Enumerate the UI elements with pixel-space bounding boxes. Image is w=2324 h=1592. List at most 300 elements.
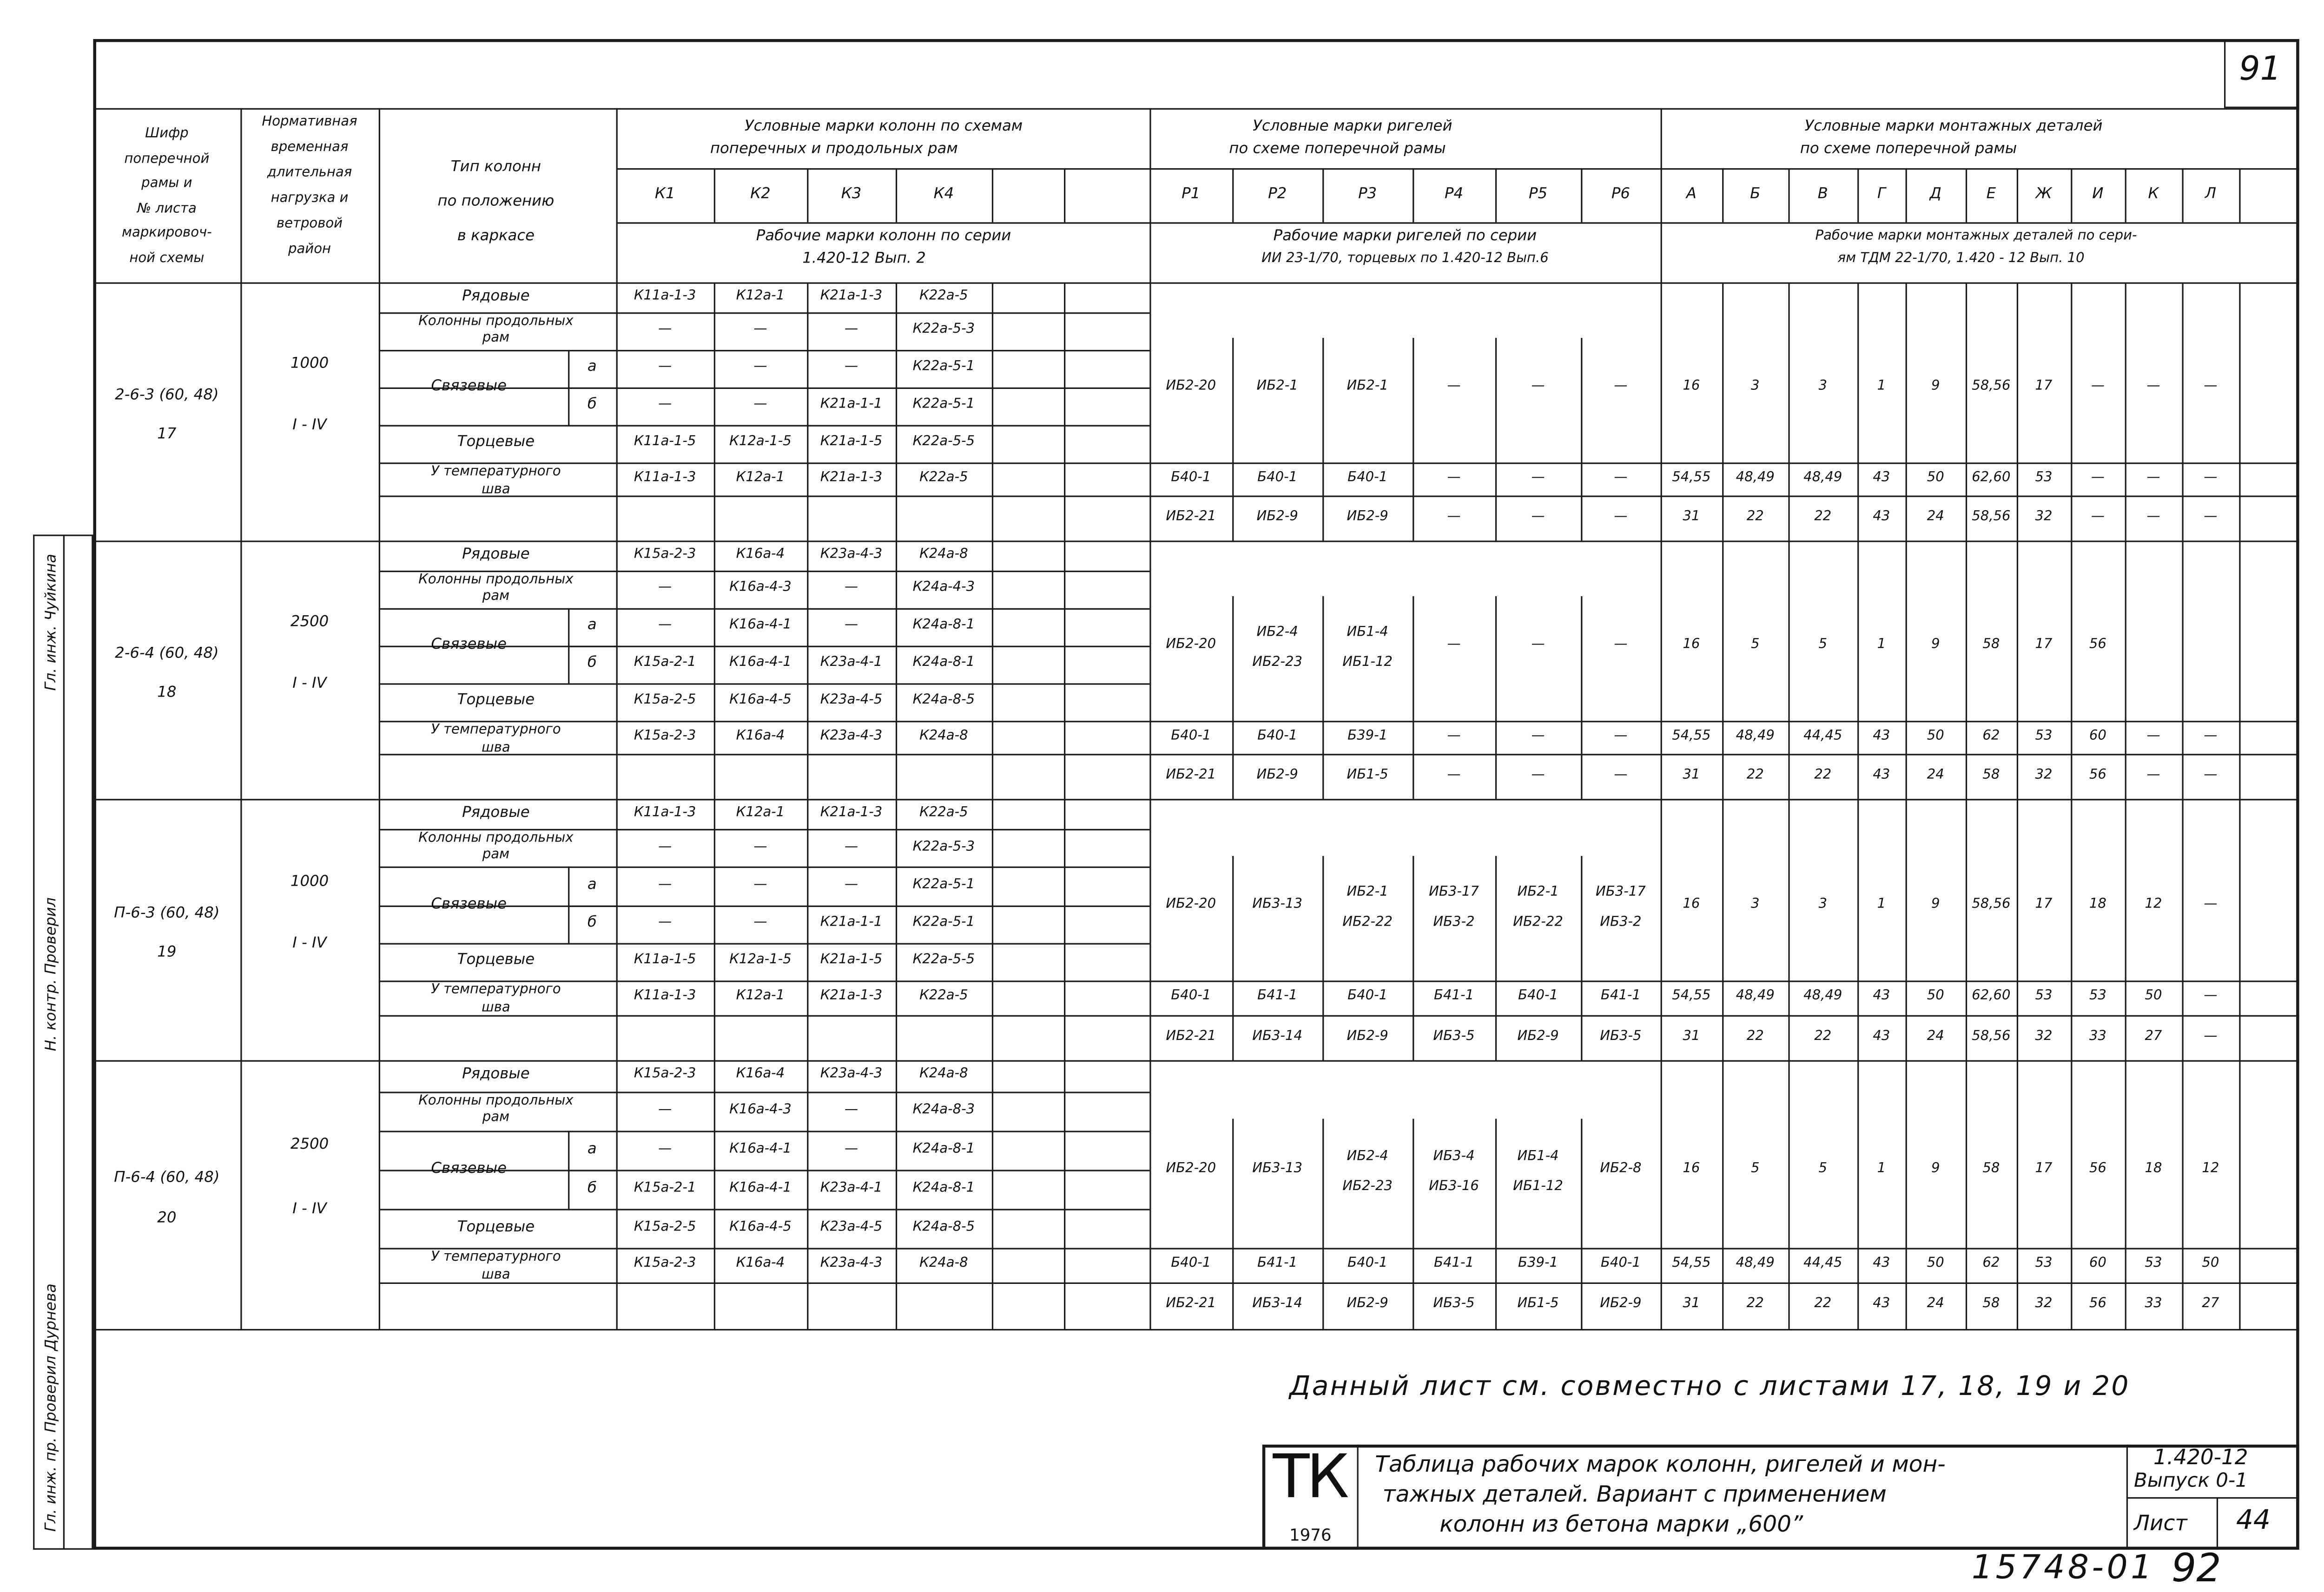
detail-mark: 24 <box>1927 1297 1944 1313</box>
beam-mark: Б39-1 <box>1518 1256 1558 1272</box>
column-mark: К22а-5-1 <box>912 915 975 931</box>
beam-mark: — <box>1614 768 1628 783</box>
detail-mark: 1 <box>1877 637 1886 652</box>
detail-mark: — <box>2204 989 2218 1005</box>
beam-mark: ИБ3-17 <box>1429 884 1479 900</box>
row-label-bracing: Связевые <box>431 895 507 913</box>
column-mark: — <box>658 397 672 413</box>
column-mark: К16а-4-1 <box>729 1141 792 1157</box>
detail-mark: 48,49 <box>1736 729 1775 744</box>
beam-mark: — <box>1614 470 1628 486</box>
header-load: ветровой <box>276 217 343 232</box>
detail-mark: 54,55 <box>1672 1256 1711 1272</box>
detail-mark: 24 <box>1927 510 1944 525</box>
detail-mark: 43 <box>1873 510 1890 525</box>
row-label-a: а <box>587 877 597 894</box>
stamp-title-1: Таблица рабочих марок колонн, ригелей и мон- <box>1375 1450 1946 1478</box>
detail-mark: 31 <box>1683 510 1700 525</box>
detail-mark: 53 <box>2035 989 2053 1005</box>
column-mark: К12а-1 <box>736 289 785 304</box>
beam-mark: Б40-1 <box>1171 1256 1211 1272</box>
detail-mark: 22 <box>1746 1029 1764 1045</box>
beam-mark: ИБ2-1 <box>1256 379 1298 394</box>
detail-mark: 48,49 <box>1736 470 1775 486</box>
detail-mark: 1 <box>1877 1161 1886 1176</box>
column-mark: К22а-5-5 <box>912 435 975 450</box>
beam-mark: ИБ3-4 <box>1433 1149 1475 1164</box>
header-col-group: поперечных и продольных рам <box>710 141 958 158</box>
detail-mark: 58 <box>1982 1161 2000 1176</box>
row-label-b: б <box>587 655 597 672</box>
column-mark: К15а-2-3 <box>634 729 696 744</box>
detail-mark: 5 <box>1818 1161 1828 1176</box>
detail-mark: 17 <box>2035 637 2053 652</box>
header-load: нагрузка и <box>271 191 349 207</box>
beam-mark: ИБ2-21 <box>1166 768 1216 783</box>
detail-mark: 16 <box>1683 637 1700 652</box>
detail-mark: 44,45 <box>1803 1256 1842 1272</box>
beam-mark: ИБ2-1 <box>1347 884 1388 900</box>
column-mark: К21а-1-3 <box>820 989 883 1005</box>
beam-mark-alt: ИБ3-2 <box>1433 914 1475 930</box>
detail-mark: 48,49 <box>1736 989 1775 1005</box>
header-beam-work: Рабочие марки ригелей по серии <box>1273 228 1537 245</box>
detail-mark: 31 <box>1683 1297 1700 1313</box>
group-code: П-6-3 (60, 48) <box>114 905 220 921</box>
detail-mark: 9 <box>1931 1161 1940 1176</box>
column-mark: К16а-4 <box>736 729 785 744</box>
header-code: поперечной <box>124 151 210 167</box>
column-mark: К23а-4-3 <box>820 547 883 563</box>
detail-mark: 50 <box>2145 989 2162 1005</box>
group-sheet: 19 <box>157 945 177 962</box>
beam-mark: Б40-1 <box>1347 470 1388 486</box>
detail-mark: 50 <box>1927 1256 1944 1272</box>
column-mark: К22а-5 <box>919 989 968 1005</box>
header-det-mark: Е <box>1986 186 1996 203</box>
column-mark: К15а-2-5 <box>634 1219 696 1235</box>
doc-number: 15748-01 <box>1971 1550 2155 1587</box>
header-load: Нормативная <box>262 115 357 130</box>
beam-mark: Б40-1 <box>1347 1256 1388 1272</box>
column-mark: К24а-8-1 <box>912 618 975 634</box>
column-mark: К24а-8-5 <box>912 693 975 709</box>
detail-mark: 22 <box>1814 1297 1832 1313</box>
detail-mark: 5 <box>1750 637 1760 652</box>
column-mark: К16а-4-5 <box>729 693 792 709</box>
row-label-end: Торцевые <box>457 1218 535 1236</box>
column-mark: К12а-1 <box>736 470 785 486</box>
column-mark: — <box>845 581 858 596</box>
beam-mark: — <box>1531 379 1545 394</box>
beam-mark: ИБ2-9 <box>1347 1297 1388 1313</box>
beam-mark: ИБ2-9 <box>1347 510 1388 525</box>
beam-mark: ИБ2-9 <box>1600 1297 1642 1313</box>
row-label-b: б <box>587 396 597 414</box>
detail-mark: 12 <box>2145 896 2162 912</box>
beam-mark: ИБ2-20 <box>1166 896 1216 912</box>
beam-mark: — <box>1447 470 1461 486</box>
detail-mark: 50 <box>1927 989 1944 1005</box>
detail-mark: 58,56 <box>1972 1029 2011 1045</box>
detail-mark: 33 <box>2089 1029 2106 1045</box>
detail-mark: 54,55 <box>1672 470 1711 486</box>
header-det-work: Рабочие марки монтажных деталей по сери- <box>1815 229 2137 244</box>
stamp-series: 1.420-12 <box>2153 1446 2248 1470</box>
column-mark: — <box>845 360 858 375</box>
stamp-sheet-no: 44 <box>2236 1505 2271 1536</box>
beam-mark-alt: ИБ3-2 <box>1600 914 1642 930</box>
header-beam-mark: Р3 <box>1358 186 1377 203</box>
group-sheet: 20 <box>157 1210 177 1227</box>
column-mark: К15а-2-1 <box>634 656 696 671</box>
row-label-joint: У температурного <box>431 1249 561 1265</box>
detail-mark: 43 <box>1873 729 1890 744</box>
header-beam-mark: Р6 <box>1611 186 1630 203</box>
header-beam-mark: Р1 <box>1182 186 1201 203</box>
header-col-mark: К1 <box>654 186 675 203</box>
detail-mark: 22 <box>1814 768 1832 783</box>
header-type: по положению <box>437 193 555 211</box>
detail-mark: 48,49 <box>1803 989 1842 1005</box>
detail-mark: 33 <box>2145 1297 2162 1313</box>
corner-number: 91 <box>2239 51 2281 89</box>
row-label-joint: У температурного <box>431 983 561 998</box>
detail-mark: 62 <box>1982 1256 2000 1272</box>
row-label-a: а <box>587 618 597 634</box>
column-mark: К15а-2-5 <box>634 693 696 709</box>
header-det-mark: А <box>1686 186 1697 203</box>
beam-mark: — <box>1447 379 1461 394</box>
group-region: I - IV <box>292 676 327 693</box>
detail-mark: 32 <box>2035 1029 2053 1045</box>
stamp-year: 1976 <box>1289 1526 1332 1546</box>
header-code: рамы и <box>141 176 192 192</box>
column-mark: К24а-8 <box>919 1067 968 1083</box>
beam-mark: ИБ3-13 <box>1252 1161 1303 1176</box>
group-code: 2-6-4 (60, 48) <box>115 645 219 662</box>
column-mark: К22а-5-1 <box>912 877 975 893</box>
beam-mark: ИБ1-4 <box>1517 1149 1559 1164</box>
detail-mark: 58 <box>1982 768 2000 783</box>
header-col-mark: К3 <box>841 186 862 203</box>
detail-mark: 48,49 <box>1803 470 1842 486</box>
row-label-longitudinal: Колонны продольных <box>418 314 574 330</box>
column-mark: К21а-1-3 <box>820 470 883 486</box>
row-label-longitudinal: рам <box>482 589 510 605</box>
column-mark: — <box>658 360 672 375</box>
row-label-ordinary: Рядовые <box>462 546 530 563</box>
column-mark: К16а-4-1 <box>729 618 792 634</box>
column-mark: — <box>845 840 858 855</box>
header-type: Тип колонн <box>450 159 541 176</box>
stamp-sheet-label: Лист <box>2134 1512 2187 1536</box>
beam-mark: Б40-1 <box>1171 470 1211 486</box>
beam-mark: ИБ2-20 <box>1166 379 1216 394</box>
detail-mark: 22 <box>1746 1297 1764 1313</box>
header-load: временная <box>271 140 349 156</box>
row-label-longitudinal: рам <box>482 331 510 346</box>
column-mark: К24а-8 <box>919 729 968 744</box>
detail-mark: 56 <box>2089 637 2106 652</box>
detail-mark: — <box>2146 510 2160 525</box>
beam-mark: — <box>1447 637 1461 652</box>
detail-mark: 50 <box>2202 1256 2219 1272</box>
detail-mark: — <box>2204 510 2218 525</box>
detail-mark: 5 <box>1818 637 1828 652</box>
header-det-group: Условные марки монтажных деталей <box>1804 118 2103 135</box>
column-mark: К23а-4-1 <box>820 1180 883 1196</box>
row-label-bracing: Связевые <box>431 378 507 395</box>
detail-mark: 53 <box>2145 1256 2162 1272</box>
beam-mark: Б40-1 <box>1257 470 1298 486</box>
detail-mark: 56 <box>2089 1161 2106 1176</box>
row-label-longitudinal: Колонны продольных <box>418 572 574 588</box>
beam-mark: — <box>1447 729 1461 744</box>
row-label-longitudinal: рам <box>482 848 510 863</box>
header-code: ной схемы <box>129 250 205 266</box>
beam-mark: Б40-1 <box>1257 729 1298 744</box>
column-mark: — <box>753 840 767 855</box>
detail-mark: 22 <box>1814 1029 1832 1045</box>
beam-mark: — <box>1447 768 1461 783</box>
column-mark: — <box>658 322 672 338</box>
column-mark: — <box>753 397 767 413</box>
column-mark: К21а-1-3 <box>820 289 883 304</box>
detail-mark: 44,45 <box>1803 729 1842 744</box>
beam-mark-alt: ИБ2-23 <box>1342 1179 1393 1194</box>
column-mark: К16а-4 <box>736 1256 785 1272</box>
column-mark: К16а-4 <box>736 547 785 563</box>
detail-mark: 56 <box>2089 768 2106 783</box>
beam-mark: ИБ2-21 <box>1166 1029 1216 1045</box>
column-mark: — <box>658 840 672 855</box>
detail-mark: 60 <box>2089 1256 2106 1272</box>
column-mark: К22а-5 <box>919 470 968 486</box>
beam-mark: ИБ2-1 <box>1347 379 1388 394</box>
detail-mark: 58,56 <box>1972 510 2011 525</box>
beam-mark-alt: ИБ1-12 <box>1342 655 1393 671</box>
column-mark: К22а-5 <box>919 806 968 821</box>
row-label-a: а <box>587 359 597 376</box>
detail-mark: 17 <box>2035 1161 2053 1176</box>
detail-mark: — <box>2204 379 2218 394</box>
column-mark: К16а-4 <box>736 1067 785 1083</box>
beam-mark: Б40-1 <box>1518 989 1558 1005</box>
stamp-title-3: колонн из бетона марки „600” <box>1439 1510 1803 1538</box>
beam-mark: Б40-1 <box>1600 1256 1641 1272</box>
margin-sig-mid: Н. контр. Проверил <box>43 897 60 1052</box>
group-code: 2-6-3 (60, 48) <box>115 387 219 404</box>
column-mark: К21а-1-1 <box>820 915 883 931</box>
beam-mark: Б41-1 <box>1257 989 1298 1005</box>
row-label-joint: шва <box>482 482 510 498</box>
header-col-mark: К4 <box>933 186 954 203</box>
group-sheet: 18 <box>157 685 177 702</box>
column-mark: К21а-1-3 <box>820 806 883 821</box>
beam-mark: ИБ1-4 <box>1347 625 1388 640</box>
group-region: I - IV <box>292 936 327 953</box>
header-code: № листа <box>137 201 197 217</box>
column-mark: К15а-2-1 <box>634 1180 696 1196</box>
column-mark: К15а-2-3 <box>634 1067 696 1083</box>
column-mark: К21а-1-5 <box>820 435 883 450</box>
detail-mark: 43 <box>1873 470 1890 486</box>
detail-mark: — <box>2146 768 2160 783</box>
header-load: район <box>288 242 331 258</box>
detail-mark: 9 <box>1931 379 1940 394</box>
header-code: маркировоч- <box>122 226 212 241</box>
detail-mark: 43 <box>1873 1029 1890 1045</box>
detail-mark: 43 <box>1873 768 1890 783</box>
beam-mark: ИБ2-9 <box>1347 1029 1388 1045</box>
detail-mark: — <box>2204 1029 2218 1045</box>
column-mark: К23а-4-5 <box>820 693 883 709</box>
column-mark: К16а-4-5 <box>729 1219 792 1235</box>
group-load: 2500 <box>290 1137 329 1154</box>
header-code: Шифр <box>145 127 189 142</box>
row-label-a: а <box>587 1140 597 1158</box>
column-mark: К23а-4-1 <box>820 656 883 671</box>
beam-mark: ИБ3-5 <box>1433 1029 1475 1045</box>
column-mark: К24а-8-3 <box>912 1102 975 1118</box>
column-mark: К11а-1-3 <box>634 470 696 486</box>
page-number: 92 <box>2171 1546 2221 1592</box>
beam-mark: ИБ2-21 <box>1166 510 1216 525</box>
detail-mark: 16 <box>1683 379 1700 394</box>
column-mark: К16а-4-1 <box>729 656 792 671</box>
header-col-work: 1.420-12 Вып. 2 <box>802 250 926 268</box>
detail-mark: 17 <box>2035 379 2053 394</box>
detail-mark: — <box>2204 729 2218 744</box>
row-label-end: Торцевые <box>457 953 535 969</box>
column-mark: К23а-4-5 <box>820 1219 883 1235</box>
margin-sig-bot: Гл. инж. пр. Проверил Дурнева <box>43 1283 60 1532</box>
header-beam-mark: Р5 <box>1529 186 1548 203</box>
detail-mark: 62,60 <box>1972 989 2011 1005</box>
column-mark: К24а-8-5 <box>912 1219 975 1235</box>
beam-mark-alt: ИБ2-23 <box>1252 655 1303 671</box>
column-mark: — <box>845 877 858 893</box>
detail-mark: 16 <box>1683 896 1700 912</box>
row-label-ordinary: Рядовые <box>462 805 530 822</box>
header-beam-group: по схеме поперечной рамы <box>1229 141 1446 158</box>
detail-mark: 9 <box>1931 637 1940 652</box>
group-region: I - IV <box>292 1202 327 1218</box>
column-mark: К24а-8-1 <box>912 1141 975 1157</box>
beam-mark: Б39-1 <box>1347 729 1388 744</box>
beam-mark: ИБ3-13 <box>1252 896 1303 912</box>
detail-mark: 5 <box>1750 1161 1760 1176</box>
row-label-bracing: Связевые <box>431 1160 507 1177</box>
beam-mark: Б40-1 <box>1171 729 1211 744</box>
header-det-group: по схеме поперечной рамы <box>1800 141 2017 158</box>
header-col-group: Условные марки колонн по схемам <box>744 118 1023 135</box>
row-label-b: б <box>587 914 597 932</box>
detail-mark: 1 <box>1877 379 1886 394</box>
column-mark: К22а-5-3 <box>912 322 975 338</box>
column-mark: — <box>845 1102 858 1118</box>
detail-mark: 32 <box>2035 510 2053 525</box>
detail-mark: 12 <box>2202 1161 2219 1176</box>
row-label-longitudinal: рам <box>482 1110 510 1125</box>
detail-mark: 3 <box>1750 379 1760 394</box>
detail-mark: 58,56 <box>1972 379 2011 394</box>
detail-mark: 58,56 <box>1972 896 2011 912</box>
header-det-mark: Б <box>1750 186 1761 203</box>
stamp-issue: Выпуск 0-1 <box>2134 1470 2248 1493</box>
group-code: П-6-4 (60, 48) <box>114 1169 220 1186</box>
detail-mark: 27 <box>2202 1297 2219 1313</box>
beam-mark: ИБ2-9 <box>1517 1029 1559 1045</box>
beam-mark: Б41-1 <box>1600 989 1641 1005</box>
row-label-joint: шва <box>482 1267 510 1283</box>
column-mark: К11а-1-3 <box>634 989 696 1005</box>
detail-mark: 43 <box>1873 989 1890 1005</box>
column-mark: К15а-2-3 <box>634 547 696 563</box>
beam-mark-alt: ИБ2-22 <box>1342 914 1393 930</box>
row-label-end: Торцевые <box>457 692 535 709</box>
header-beam-mark: Р2 <box>1268 186 1287 203</box>
detail-mark: 32 <box>2035 768 2053 783</box>
beam-mark: Б41-1 <box>1434 989 1474 1005</box>
column-mark: К12а-1-5 <box>729 953 792 969</box>
column-mark: К12а-1 <box>736 806 785 821</box>
header-load: длительная <box>267 166 352 181</box>
beam-mark: Б41-1 <box>1434 1256 1474 1272</box>
detail-mark: — <box>2091 379 2105 394</box>
detail-mark: 18 <box>2145 1161 2162 1176</box>
note-text: Данный лист см. совместно с листами 17, 18, 19 и 20 <box>1289 1371 2130 1403</box>
column-mark: — <box>658 618 672 634</box>
column-mark: К23а-4-3 <box>820 1256 883 1272</box>
detail-mark: — <box>2091 470 2105 486</box>
column-mark: — <box>753 915 767 931</box>
row-label-longitudinal: Колонны продольных <box>418 1093 574 1109</box>
header-beam-work: ИИ 23-1/70, торцевых по 1.420-12 Вып.6 <box>1261 251 1549 267</box>
header-col-work: Рабочие марки колонн по серии <box>756 228 1011 245</box>
column-mark: К22а-5-3 <box>912 840 975 855</box>
beam-mark: — <box>1447 510 1461 525</box>
detail-mark: 3 <box>1750 896 1760 912</box>
column-mark: — <box>845 618 858 634</box>
column-mark: — <box>753 360 767 375</box>
beam-mark: ИБ1-5 <box>1517 1297 1559 1313</box>
column-mark: К11а-1-3 <box>634 289 696 304</box>
header-det-mark: Д <box>1929 186 1941 203</box>
detail-mark: — <box>2204 896 2218 912</box>
detail-mark: — <box>2146 470 2160 486</box>
header-det-mark: В <box>1817 186 1828 203</box>
detail-mark: 58 <box>1982 637 2000 652</box>
column-mark: — <box>845 1141 858 1157</box>
detail-mark: 27 <box>2145 1029 2162 1045</box>
beam-mark: Б41-1 <box>1257 1256 1298 1272</box>
column-mark: К22а-5-1 <box>912 360 975 375</box>
detail-mark: — <box>2146 379 2160 394</box>
group-load: 2500 <box>290 614 329 631</box>
detail-mark: 31 <box>1683 1029 1700 1045</box>
beam-mark: — <box>1531 510 1545 525</box>
column-mark: — <box>658 877 672 893</box>
column-mark: К22а-5 <box>919 289 968 304</box>
detail-mark: 58 <box>1982 1297 2000 1313</box>
column-mark: К16а-4-1 <box>729 1180 792 1196</box>
beam-mark: ИБ3-14 <box>1252 1297 1303 1313</box>
column-mark: К21а-1-5 <box>820 953 883 969</box>
column-mark: — <box>658 1102 672 1118</box>
detail-mark: 16 <box>1683 1161 1700 1176</box>
